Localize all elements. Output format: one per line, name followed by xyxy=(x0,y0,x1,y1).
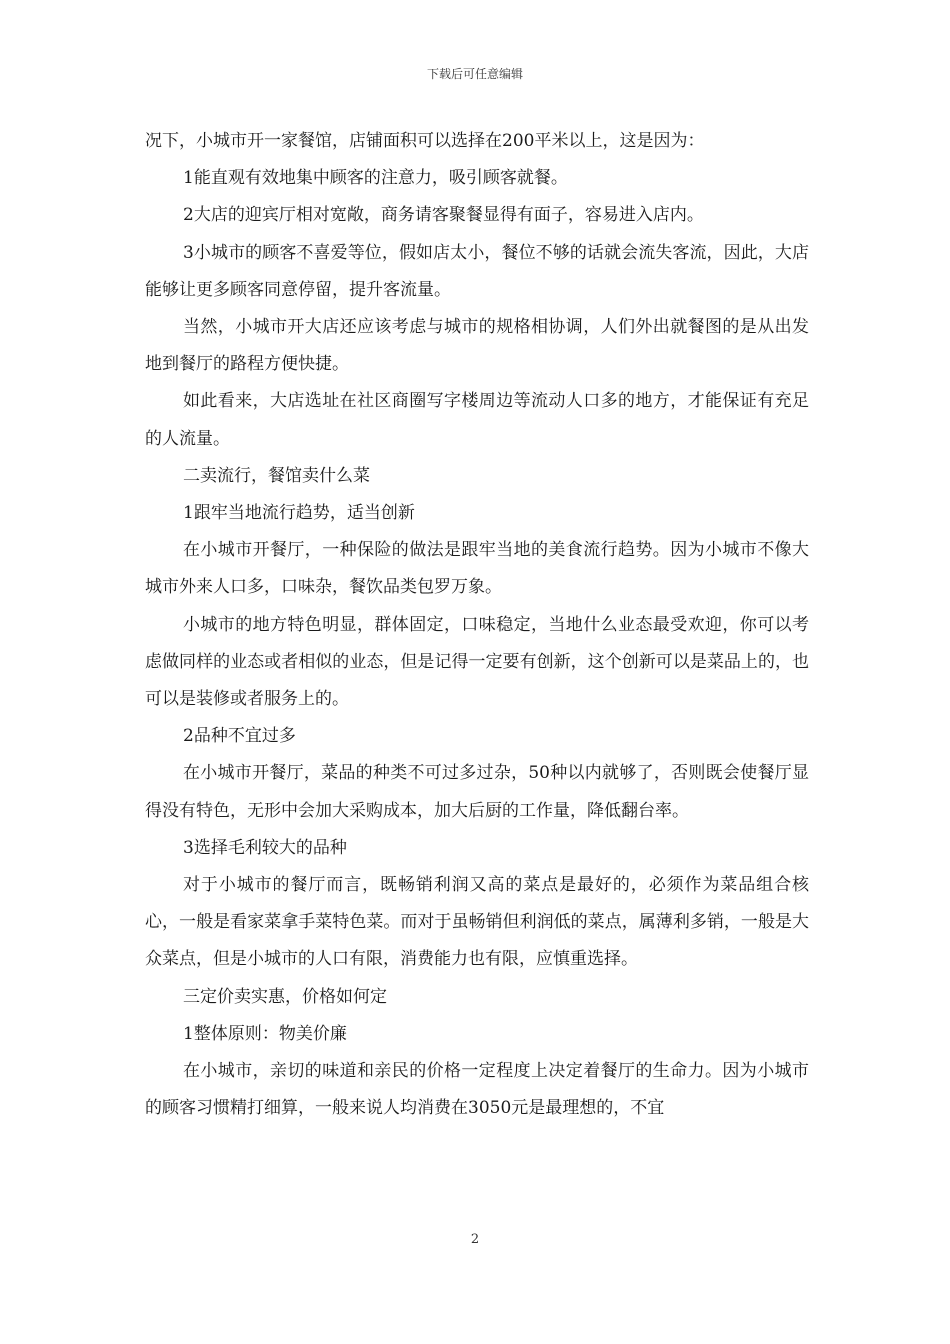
paragraph: 在小城市开餐厅，一种保险的做法是跟牢当地的美食流行趋势。因为小城市不像大城市外来人口多，口味杂，餐饮品类包罗万象。 xyxy=(145,540,809,598)
paragraph: 如此看来，大店选址在社区商圈写字楼周边等流动人口多的地方，才能保证有充足的人流量。 xyxy=(145,391,809,449)
paragraph: 况下，小城市开一家餐馆，店铺面积可以选择在200平米以上，这是因为： xyxy=(145,131,705,151)
paragraph: 3小城市的顾客不喜爱等位，假如店太小，餐位不够的话就会流失客流，因此，大店能够让更多顾客同意停留，提升客流量。 xyxy=(145,242,809,300)
subsection-heading: 1跟牢当地流行趋势，适当创新 xyxy=(183,503,415,524)
subsection-heading: 2品种不宜过多 xyxy=(183,726,296,747)
document-body xyxy=(145,123,809,1127)
paragraph: 2大店的迎宾厅相对宽敞，商务请客聚餐显得有面子，容易进入店内。 xyxy=(183,205,704,226)
paragraph: 当然，小城市开大店还应该考虑与城市的规格相协调，人们外出就餐图的是从出发地到餐厅的路程方便快捷。 xyxy=(145,317,809,375)
page-number: 2 xyxy=(470,1232,480,1247)
page-header: 下载后可任意编辑 xyxy=(426,67,523,81)
paragraph: 1能直观有效地集中顾客的注意力，吸引顾客就餐。 xyxy=(183,168,568,189)
section-heading: 三定价卖实惠，价格如何定 xyxy=(183,986,387,1007)
subsection-heading: 3选择毛利较大的品种 xyxy=(183,837,347,858)
paragraph: 对于小城市的餐厅而言，既畅销利润又高的菜点是最好的，必须作为菜品组合核心，一般是看家菜拿手菜特色菜。而对于虽畅销但利润低的菜点，属薄利多销，一般是大众菜点，但是小城市的人口有限，消费能力也有限，应慎重选择。 xyxy=(145,875,809,970)
paragraph: 小城市的地方特色明显，群体固定，口味稳定，当地什么业态最受欢迎，你可以考虑做同样的业态或者相似的业态，但是记得一定要有创新，这个创新可以是菜品上的，也可以是装修或者服务上的。 xyxy=(145,614,809,710)
section-heading: 二卖流行，餐馆卖什么菜 xyxy=(183,465,370,486)
subsection-heading: 1整体原则：物美价廉 xyxy=(183,1023,347,1044)
paragraph: 在小城市开餐厅，菜品的种类不可过多过杂，50种以内就够了，否则既会使餐厅显得没有特色，无形中会加大采购成本，加大后厨的工作量，降低翻台率。 xyxy=(145,763,809,821)
paragraph: 在小城市，亲切的味道和亲民的价格一定程度上决定着餐厅的生命力。因为小城市的顾客习惯精打细算，一般来说人均消费在3050元是最理想的，不宜 xyxy=(145,1061,809,1119)
